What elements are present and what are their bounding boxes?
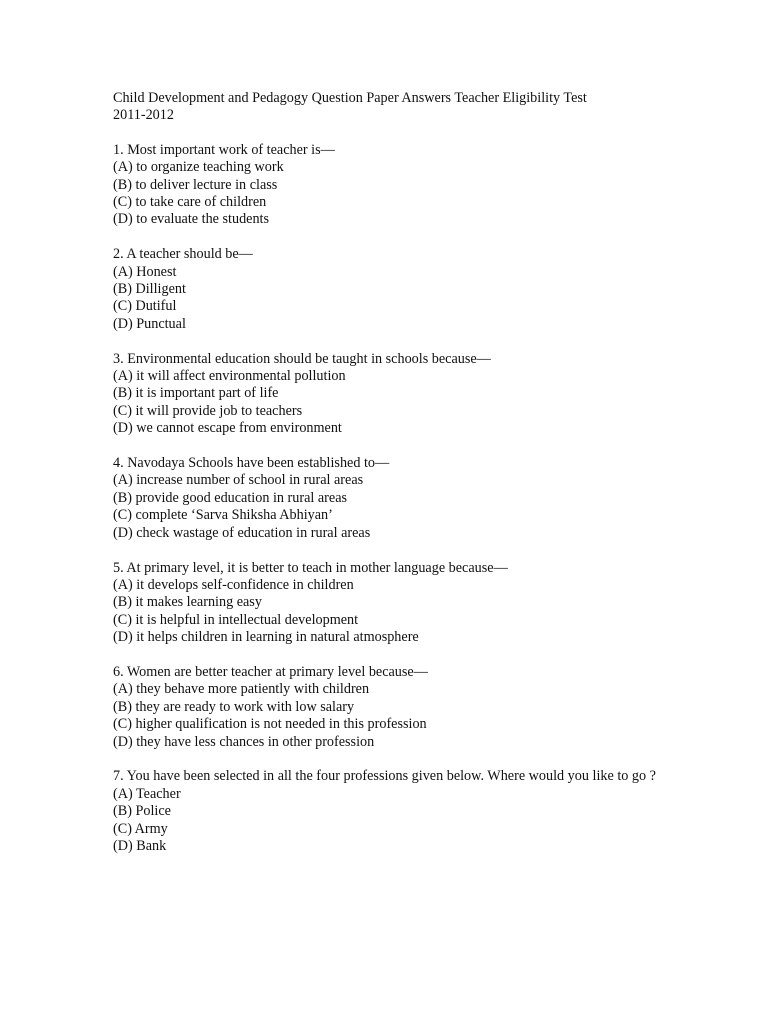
option-b: (B) it makes learning easy xyxy=(113,594,262,611)
question-2 xyxy=(113,246,733,333)
option-c: (C) it will provide job to teachers xyxy=(113,402,303,419)
option-d: (D) Punctual xyxy=(113,315,186,332)
question-stem: 6. Women are better teacher at primary level because— xyxy=(113,663,428,680)
option-c: (C) Army xyxy=(113,820,168,837)
option-a: (A) Honest xyxy=(113,263,177,280)
title-line-2: 2011-2012 xyxy=(113,107,174,124)
question-5 xyxy=(113,560,733,647)
option-b: (B) provide good education in rural areas xyxy=(113,489,348,506)
option-a: (A) it develops self-confidence in children xyxy=(113,576,354,593)
question-6 xyxy=(113,664,733,751)
option-d: (D) it helps children in learning in natural atmosphere xyxy=(113,629,419,646)
option-d: (D) they have less chances in other profession xyxy=(113,733,375,750)
option-c: (C) it is helpful in intellectual development xyxy=(113,611,359,628)
option-b: (B) it is important part of life xyxy=(113,385,279,402)
option-a: (A) increase number of school in rural areas xyxy=(113,472,364,489)
option-c: (C) complete ‘Sarva Shiksha Abhiyan’ xyxy=(113,507,333,524)
question-1 xyxy=(113,142,733,229)
option-d: (D) to evaluate the students xyxy=(113,211,270,228)
question-stem: 1. Most important work of teacher is— xyxy=(113,141,335,158)
option-d: (D) we cannot escape from environment xyxy=(113,420,342,437)
question-stem: 5. At primary level, it is better to teach in mother language because— xyxy=(113,559,508,576)
option-a: (A) Teacher xyxy=(113,785,181,802)
option-b: (B) Dilligent xyxy=(113,281,186,298)
question-4 xyxy=(113,455,733,542)
option-c: (C) higher qualification is not needed in this profession xyxy=(113,716,427,733)
question-3 xyxy=(113,351,733,438)
question-stem: 3. Environmental education should be taught in schools because— xyxy=(113,350,491,367)
question-stem: 7. You have been selected in all the four professions given below. Where would you like to go ? xyxy=(113,768,656,785)
title-line-1: Child Development and Pedagogy Question Paper Answers Teacher Eligibility Test xyxy=(113,90,587,106)
document-title xyxy=(113,90,733,125)
option-a: (A) it will affect environmental pollution xyxy=(113,368,346,385)
option-b: (B) they are ready to work with low salary xyxy=(113,698,355,715)
option-d: (D) check wastage of education in rural areas xyxy=(113,524,371,541)
option-a: (A) they behave more patiently with children xyxy=(113,681,370,698)
question-stem: 4. Navodaya Schools have been established to— xyxy=(113,455,390,472)
option-c: (C) Dutiful xyxy=(113,298,177,315)
document-page xyxy=(113,90,733,873)
option-d: (D) Bank xyxy=(113,837,167,854)
option-a: (A) to organize teaching work xyxy=(113,159,284,176)
question-7 xyxy=(113,768,733,855)
question-stem: 2. A teacher should be— xyxy=(113,246,253,263)
option-b: (B) to deliver lecture in class xyxy=(113,176,278,193)
option-c: (C) to take care of children xyxy=(113,194,267,211)
option-b: (B) Police xyxy=(113,803,171,820)
